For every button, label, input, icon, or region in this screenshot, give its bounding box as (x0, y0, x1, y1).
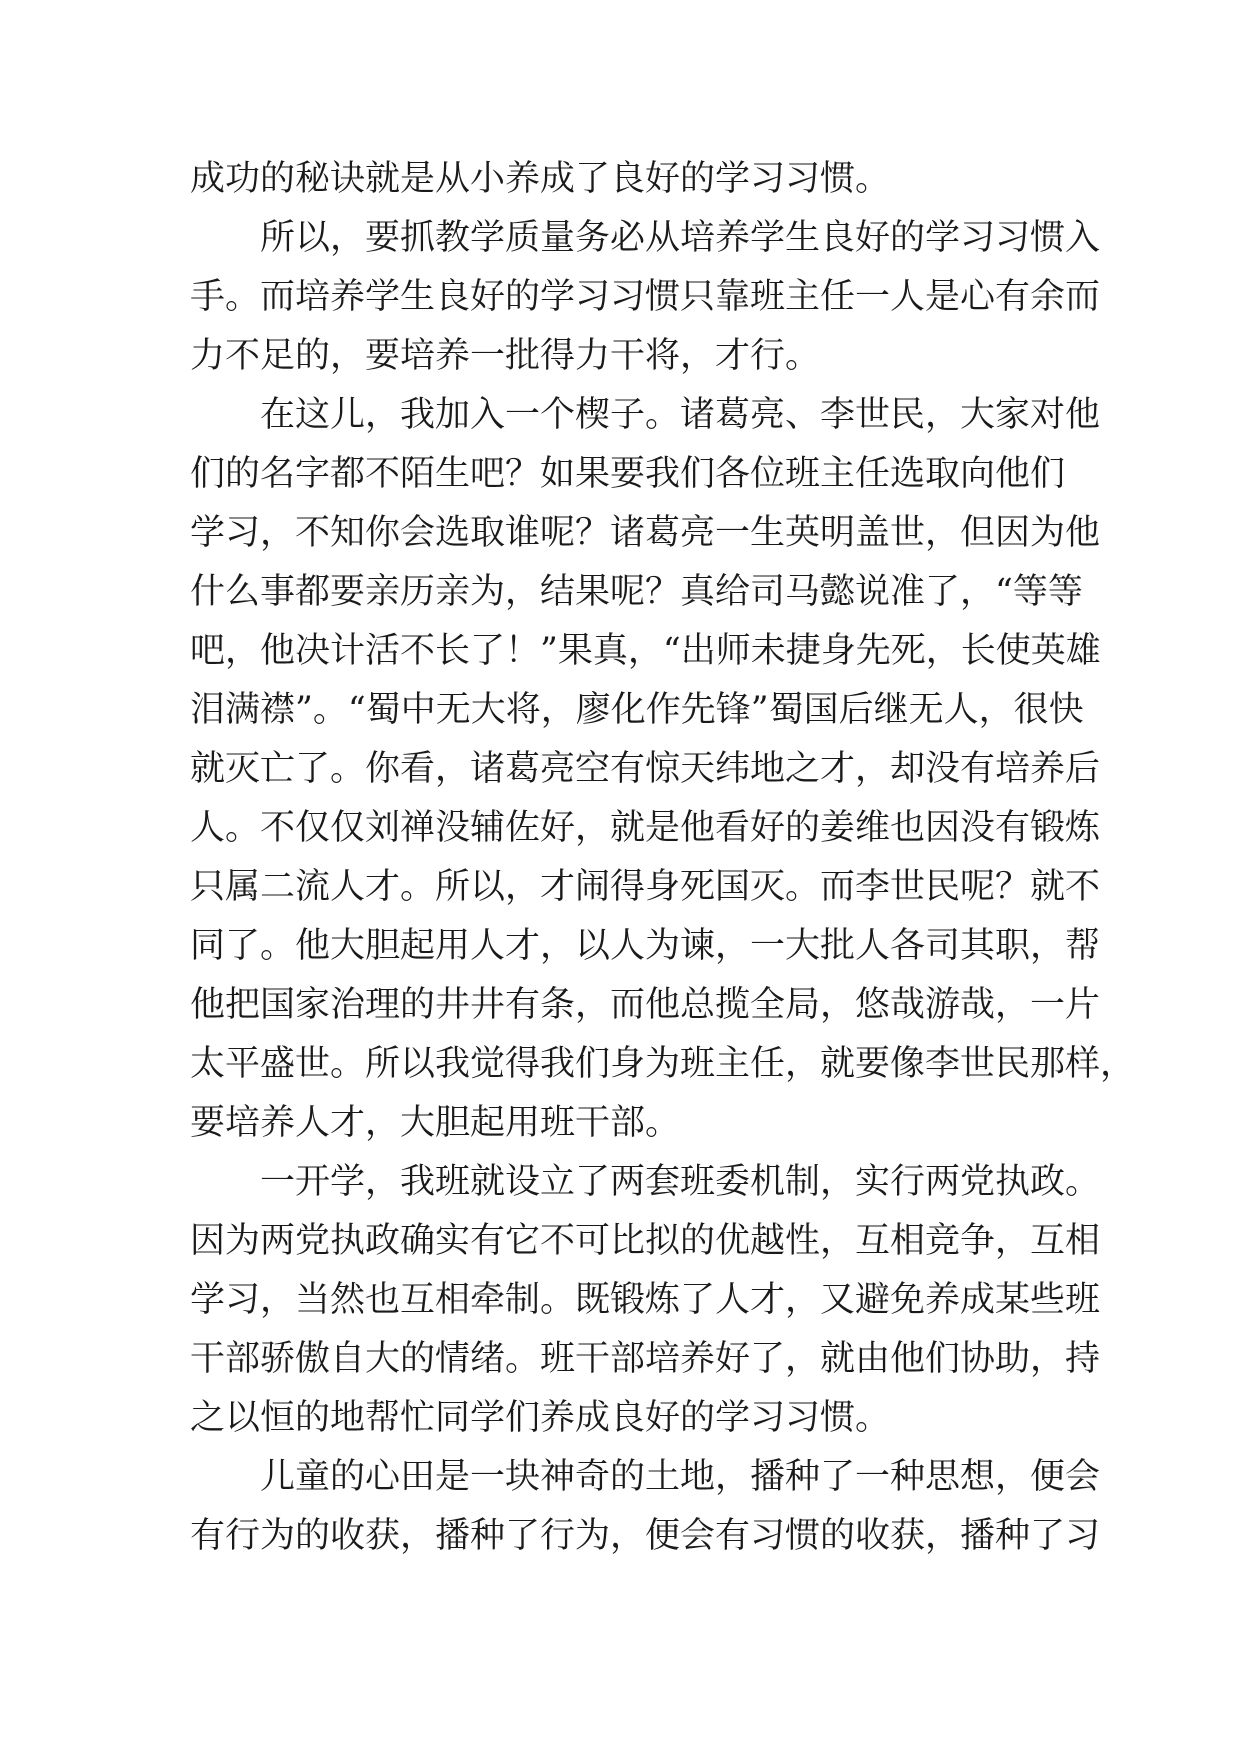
text-line: 力不足的，要培养一批得力干将，才行。 (190, 336, 821, 376)
text-line: 所以，要抓教学质量务必从培养学生良好的学习习惯入 (260, 218, 1101, 258)
text-line: 学习，不知你会选取谁呢？诸葛亮一生英明盖世，但因为他 (190, 513, 1101, 553)
text-line: 要培养人才，大胆起用班干部。 (190, 1103, 681, 1143)
text-line: 他把国家治理的井井有条，而他总揽全局，悠哉游哉，一片 (190, 985, 1101, 1025)
text-line: 就灭亡了。你看，诸葛亮空有惊天纬地之才，却没有培养后 (190, 749, 1101, 789)
text-line: 儿童的心田是一块神奇的土地，播种了一种思想，便会 (260, 1457, 1101, 1497)
text-line: 因为两党执政确实有它不可比拟的优越性，互相竞争，互相 (190, 1221, 1101, 1261)
text-line: 什么事都要亲历亲为，结果呢？真给司马懿说准了，“等等 (190, 572, 1083, 612)
text-line: 人。不仅仅刘禅没辅佐好，就是他看好的姜维也因没有锻炼 (190, 808, 1101, 848)
text-line: 一开学，我班就设立了两套班委机制，实行两党执政。 (260, 1162, 1101, 1202)
text-line: 们的名字都不陌生吧？如果要我们各位班主任选取向他们 (190, 454, 1066, 494)
text-line: 学习，当然也互相牵制。既锻炼了人才，又避免养成某些班 (190, 1280, 1101, 1320)
text-line: 只属二流人才。所以，才闹得身死国灭。而李世民呢？就不 (190, 867, 1101, 907)
text-line: 同了。他大胆起用人才，以人为谏，一大批人各司其职，帮 (190, 926, 1101, 966)
text-line: 成功的秘诀就是从小养成了良好的学习习惯。 (190, 159, 891, 199)
text-line: 在这儿，我加入一个楔子。诸葛亮、李世民，大家对他 (260, 395, 1101, 435)
text-line: 泪满襟”。“蜀中无大将，廖化作先锋”蜀国后继无人，很快 (190, 690, 1084, 730)
text-line: 干部骄傲自大的情绪。班干部培养好了，就由他们协助，持 (190, 1339, 1101, 1379)
text-line: 有行为的收获，播种了行为，便会有习惯的收获，播种了习 (190, 1516, 1101, 1556)
body-text (190, 150, 1136, 1566)
text-line: 太平盛世。所以我觉得我们身为班主任，就要像李世民那样， (190, 1044, 1136, 1084)
text-line: 吧，他决计活不长了！”果真，“出师未捷身先死，长使英雄 (190, 631, 1101, 671)
text-line: 手。而培养学生良好的学习习惯只靠班主任一人是心有余而 (190, 277, 1101, 317)
text-line: 之以恒的地帮忙同学们养成良好的学习习惯。 (190, 1398, 891, 1438)
